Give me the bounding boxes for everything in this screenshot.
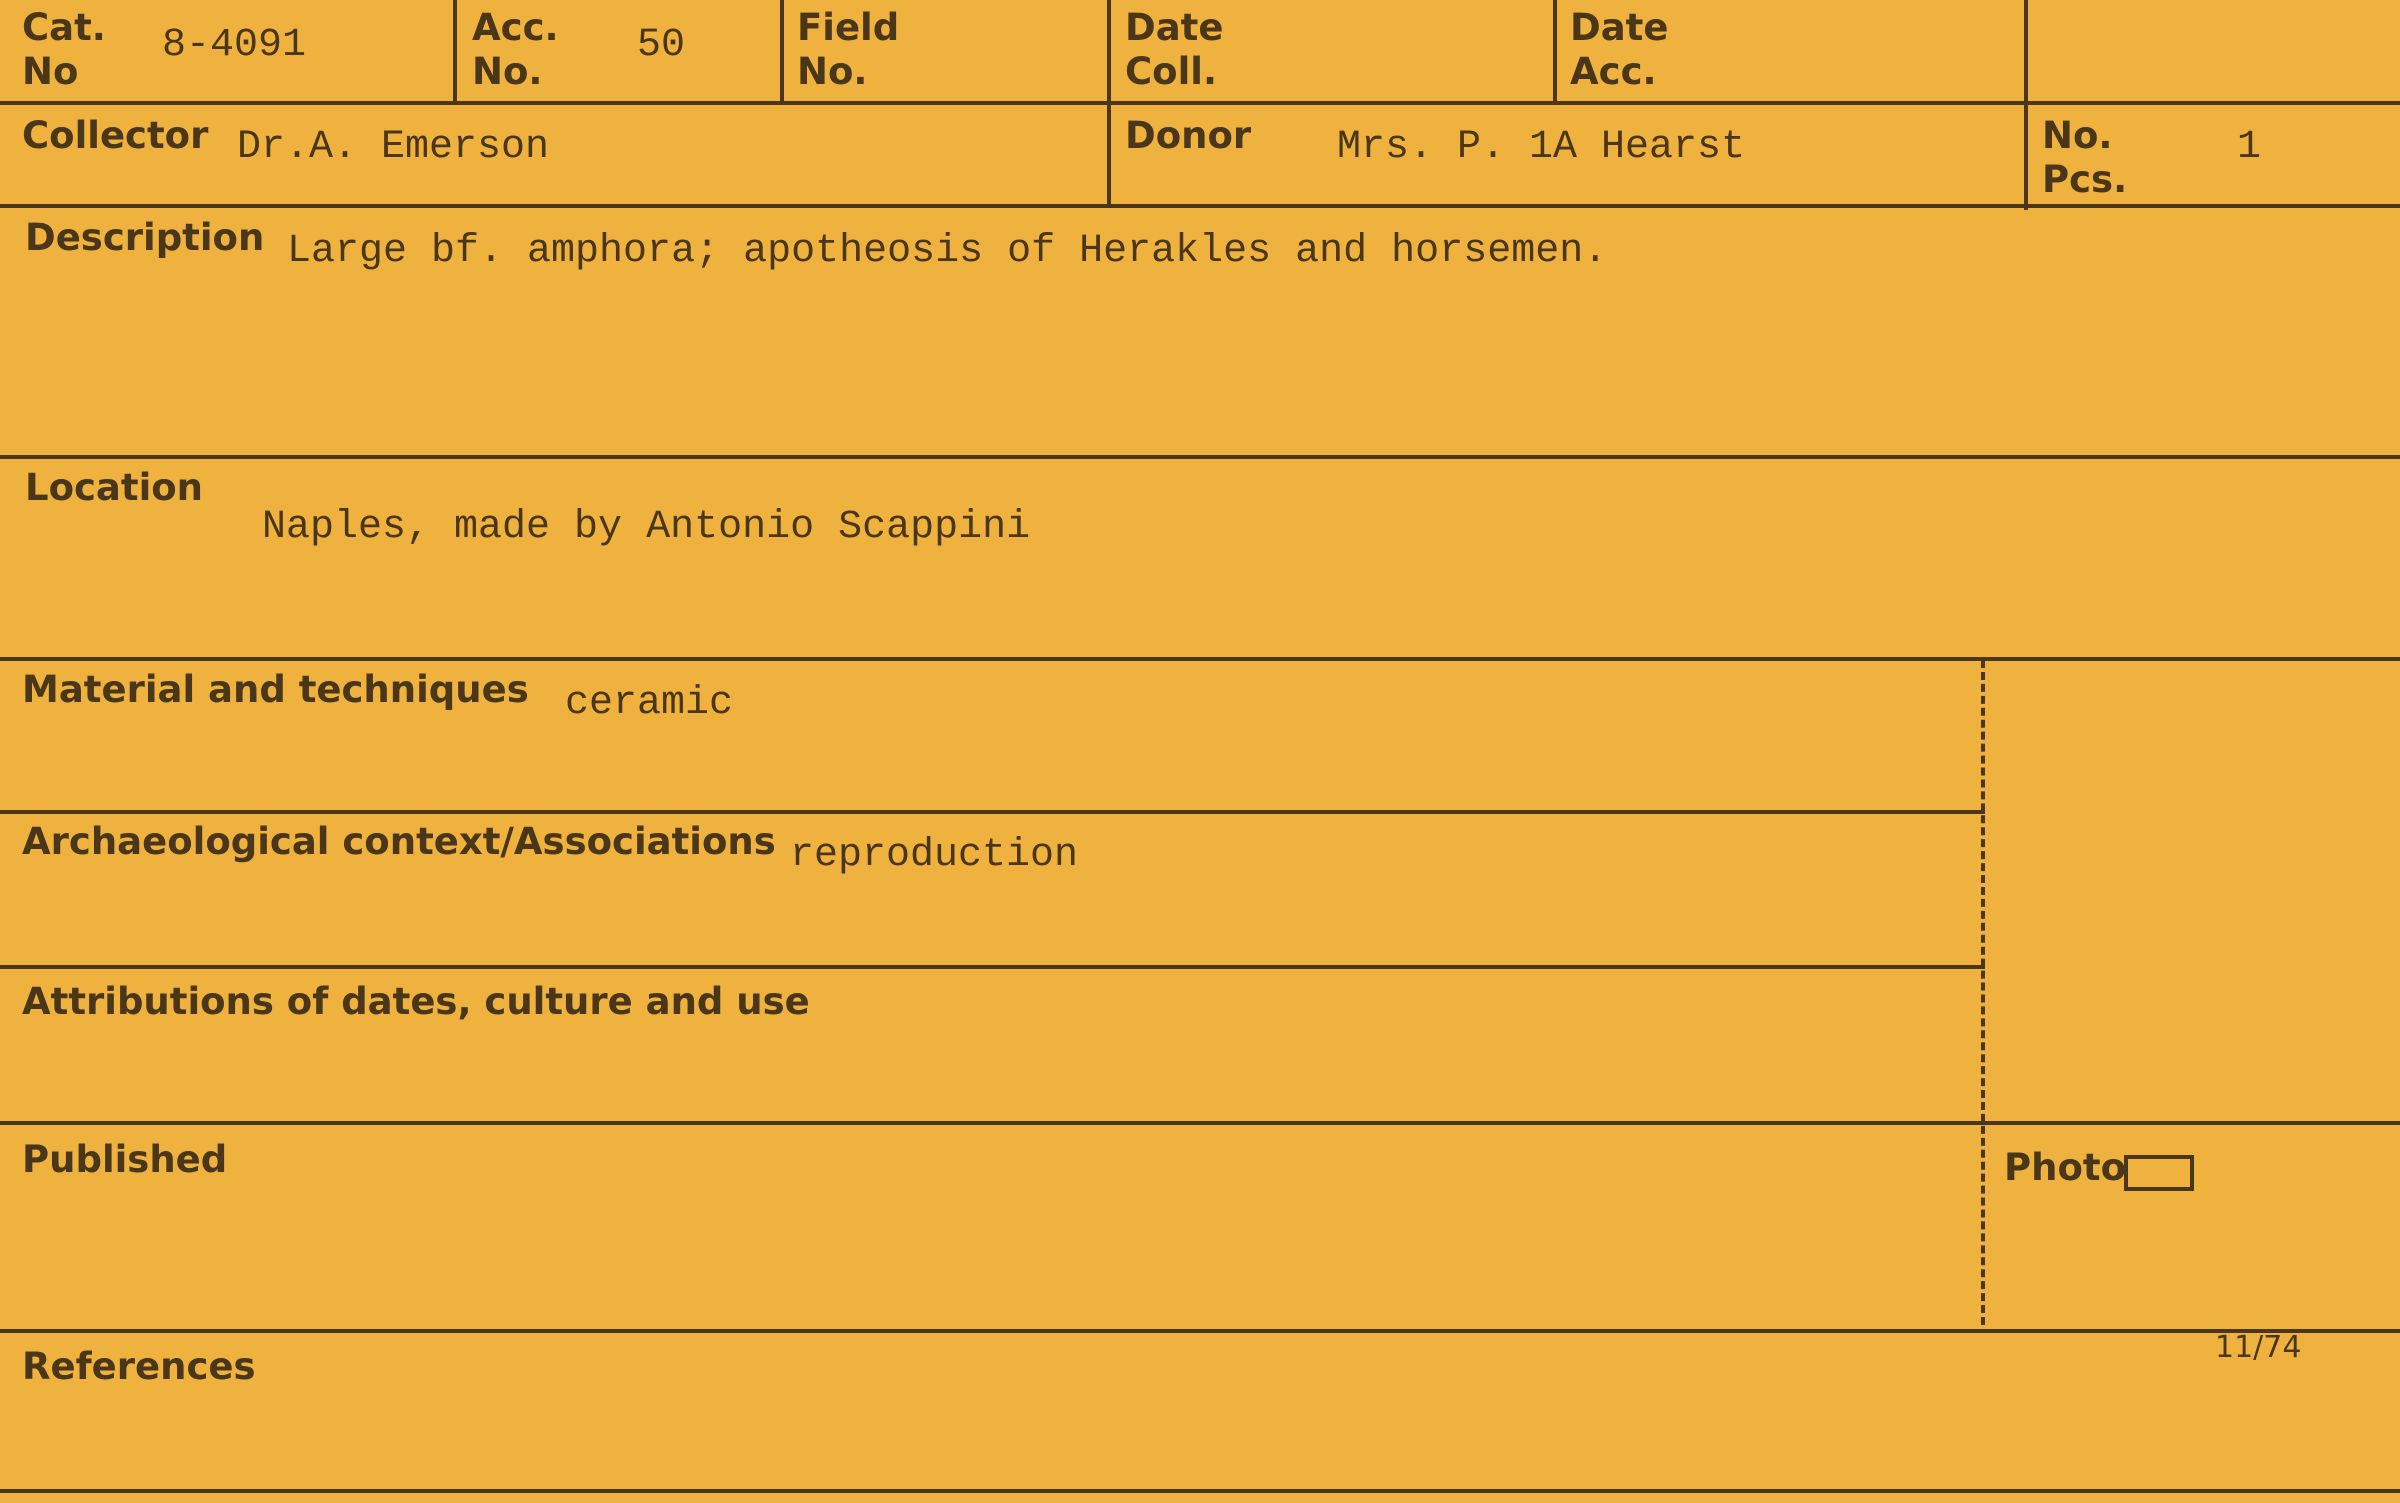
donor-value: Mrs. P. 1A Hearst (1337, 125, 1746, 170)
collector-label: Collector (22, 114, 209, 157)
acc-no-label-line1: Acc. (472, 6, 559, 49)
context-label: Archaeological context/Associations (22, 820, 776, 863)
form-code: 11/74 (2215, 1330, 2302, 1365)
acc-no-label (472, 6, 559, 93)
location-value: Naples, made by Antonio Scappini (262, 505, 1031, 550)
date-coll-label-line1: Date (1125, 6, 1224, 49)
row-divider (0, 455, 2400, 459)
acc-no-value: 50 (637, 23, 686, 68)
row-divider (0, 1121, 2400, 1125)
row-divider (0, 1329, 2400, 1333)
date-acc-label (1570, 6, 1668, 93)
date-coll-label-line2: Coll. (1125, 49, 1217, 93)
divider (2024, 0, 2028, 210)
acc-no-label-line2: No. (472, 49, 543, 93)
row-divider (0, 657, 2400, 661)
date-acc-label-line2: Acc. (1570, 49, 1657, 93)
no-pcs-value: 1 (2237, 125, 2262, 170)
field-no-label (797, 6, 899, 93)
collector-value: Dr.A. Emerson (237, 125, 550, 170)
cat-no-value: 8-4091 (162, 23, 307, 68)
date-coll-label (1125, 6, 1223, 93)
no-pcs-label-line1: No. (2042, 114, 2113, 157)
material-value: ceramic (565, 681, 734, 726)
field-no-label-line1: Field (797, 6, 900, 49)
location-label: Location (25, 466, 204, 509)
cat-no-label-line1: Cat. (22, 6, 106, 49)
no-pcs-label (2042, 114, 2127, 201)
material-label: Material and techniques (22, 668, 529, 711)
description-value: Large bf. amphora; apotheosis of Herakles and horsemen. (287, 229, 1608, 274)
row-divider (0, 810, 1985, 814)
divider (1553, 0, 1557, 102)
photo-checkbox[interactable] (2124, 1155, 2194, 1191)
description-label: Description (25, 216, 265, 259)
cat-no-label-line2: No (22, 49, 79, 93)
row-divider (0, 965, 1985, 969)
donor-label: Donor (1125, 114, 1252, 157)
divider (780, 0, 784, 102)
no-pcs-label-line2: Pcs. (2042, 157, 2128, 201)
bottom-border (0, 1489, 2400, 1493)
divider (453, 0, 457, 102)
cat-no-label (22, 6, 106, 93)
field-no-label-line2: No. (797, 49, 868, 93)
dashed-divider (1981, 660, 1985, 1325)
date-acc-label-line1: Date (1570, 6, 1669, 49)
row-divider (0, 204, 2400, 208)
references-label: References (22, 1345, 256, 1388)
published-label: Published (22, 1138, 228, 1181)
row-divider (0, 101, 2400, 105)
photo-label: Photo (2004, 1146, 2126, 1189)
attributions-label: Attributions of dates, culture and use (22, 980, 810, 1023)
context-value: reproduction (790, 833, 1079, 878)
